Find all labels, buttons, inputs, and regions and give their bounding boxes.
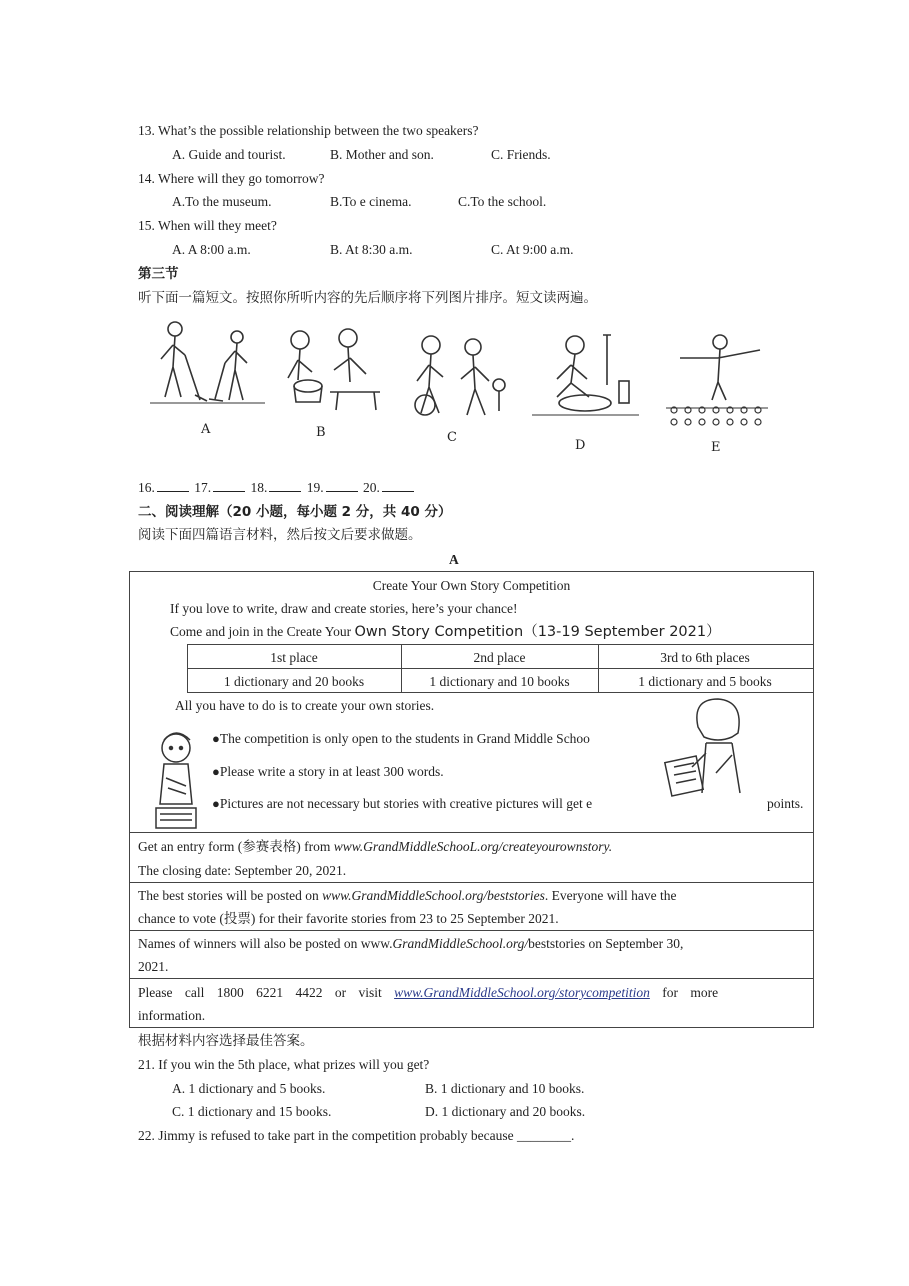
choose-best-answer: 根据材料内容选择最佳答案。 [138, 1033, 314, 1049]
picture-c-label: C [447, 430, 457, 445]
picture-b-label: B [316, 425, 326, 440]
answer-16-number: 16. [138, 480, 155, 495]
winners-year: 2021. [138, 959, 169, 974]
q14-option-b: B.To e cinema. [330, 194, 412, 209]
best-stories-line [138, 887, 804, 905]
best-stories-url: www.GrandMiddleSchool.org/beststories [322, 888, 545, 903]
answer-18-blank[interactable] [269, 479, 301, 492]
q13-option-b: B. Mother and son. [330, 147, 434, 162]
contact-url-link[interactable]: www.GrandMiddleSchool.org/storycompetition [394, 985, 650, 1000]
prize-table-divider [187, 668, 813, 669]
winners-text-2: beststories on September 30, [528, 936, 684, 951]
notice-divider-4 [129, 978, 813, 979]
prize-header-1st: 1st place [270, 650, 318, 665]
bullet-2-dot: ● [212, 764, 220, 779]
contact-text-2: for more [649, 985, 719, 1000]
q14-option-a: A.To the museum. [172, 194, 272, 209]
vote-line: chance to vote (投票) for their favorite stories from 23 to 25 September 2021. [138, 911, 559, 926]
winners-url: GrandMiddleSchool.org/ [392, 936, 529, 951]
answer-19-number: 19. [306, 480, 324, 495]
q21-option-d: D. 1 dictionary and 20 books. [425, 1104, 586, 1119]
answer-blanks-16-20 [138, 479, 416, 497]
girl-reading-illustration [662, 693, 762, 805]
bullet-3-tail: points. [767, 796, 804, 811]
winners-text: Names of winners will also be posted on www. [138, 936, 393, 951]
prize-value-3rd-6th: 1 dictionary and 5 books [638, 674, 772, 689]
entry-form-url: www.GrandMiddleSchooL.org/createyourownstory. [333, 839, 613, 854]
notice-bullet-1 [212, 730, 590, 748]
notice-join-text: Come and join in the Create Your [170, 624, 355, 639]
notice-divider-1 [129, 832, 813, 833]
bullet-2-text: Please write a story in at least 300 words. [219, 764, 444, 779]
answer-17-number: 17. [194, 480, 212, 495]
picture-e-label: E [711, 440, 721, 455]
question-21: 21. If you win the 5th place, what prizes will you get? [138, 1057, 430, 1072]
question-14: 14. Where will they go tomorrow? [138, 171, 325, 186]
answer-20-blank[interactable] [382, 479, 414, 492]
q21-option-a: A. 1 dictionary and 5 books. [172, 1081, 326, 1096]
picture-c-elderly-visit-illustration [403, 325, 513, 420]
picture-e-teacher-class-illustration [660, 330, 775, 430]
reading-part-title: 二、阅读理解（20 小题，每小题 2 分，共 40 分） [138, 504, 452, 520]
question-13: 13. What’s the possible relationship between the two speakers? [138, 123, 479, 138]
q15-option-b: B. At 8:30 a.m. [330, 242, 413, 257]
entry-form-line [138, 838, 612, 856]
answer-19-blank[interactable] [326, 479, 358, 492]
bullet-3-text: Pictures are not necessary but stories with creative pictures will get e [219, 796, 593, 811]
q15-option-a: A. A 8:00 a.m. [172, 242, 251, 257]
q14-option-c: C.To the school. [458, 194, 547, 209]
picture-b-cooking-illustration [270, 320, 385, 415]
prize-value-2nd: 1 dictionary and 10 books [429, 674, 570, 689]
passage-label: A [449, 552, 459, 567]
winners-line [138, 935, 683, 953]
bullet-1-text: The competition is only open to the students in Grand Middle Schoo [219, 731, 590, 746]
prize-header-3rd-6th: 3rd to 6th places [660, 650, 750, 665]
notice-bullet-3 [212, 795, 592, 813]
entry-form-text: Get an entry form (参赛表格) from [138, 839, 334, 854]
prize-header-2nd: 2nd place [473, 650, 526, 665]
notice-all-you-line: All you have to do is to create your own stories. [175, 698, 435, 713]
contact-text: Please call 1800 6221 4422 or visit [138, 985, 395, 1000]
best-stories-text: The best stories will be posted on [138, 888, 323, 903]
notice-join-line [170, 623, 721, 641]
answer-18-number: 18. [250, 480, 268, 495]
answer-20-number: 20. [363, 480, 380, 495]
question-15: 15. When will they meet? [138, 218, 277, 233]
q15-option-c: C. At 9:00 a.m. [491, 242, 574, 257]
best-stories-text-2: . Everyone will have the [544, 888, 677, 903]
q13-option-a: A. Guide and tourist. [172, 147, 286, 162]
contact-line [138, 984, 718, 1002]
prize-value-1st: 1 dictionary and 20 books [223, 674, 365, 689]
picture-d-washing-illustration [527, 325, 642, 420]
section3-title: 第三节 [138, 266, 179, 282]
question-22: 22. Jimmy is refused to take part in the competition probably because ________. [138, 1128, 575, 1143]
q21-option-c: C. 1 dictionary and 15 books. [172, 1104, 332, 1119]
answer-17-blank[interactable] [213, 479, 245, 492]
boy-writing-illustration [146, 728, 208, 832]
notice-divider-3 [129, 930, 813, 931]
q13-option-c: C. Friends. [491, 147, 551, 162]
notice-join-dates: Own Story Competition（13-19 September 2021） [354, 624, 721, 640]
closing-date: The closing date: September 20, 2021. [138, 863, 347, 878]
notice-bullet-2 [212, 763, 444, 781]
reading-instructions: 阅读下面四篇语言材料，然后按文后要求做题。 [138, 527, 422, 543]
picture-a-sweeping-illustration [145, 315, 270, 410]
picture-a-label: A [201, 422, 211, 437]
bullet-3-dot: ● [212, 796, 220, 811]
notice-intro-line: If you love to write, draw and create stories, here’s your chance! [170, 601, 518, 616]
answer-16-blank[interactable] [157, 479, 189, 492]
contact-info-word: information. [138, 1008, 206, 1023]
notice-divider-2 [129, 882, 813, 883]
picture-d-label: D [575, 438, 586, 453]
section3-instructions: 听下面一篇短文。按照你所听内容的先后顺序将下列图片排序。短文读两遍。 [138, 290, 597, 306]
q21-option-b: B. 1 dictionary and 10 books. [425, 1081, 585, 1096]
notice-title: Create Your Own Story Competition [372, 578, 571, 593]
bullet-1-dot: ● [212, 731, 220, 746]
